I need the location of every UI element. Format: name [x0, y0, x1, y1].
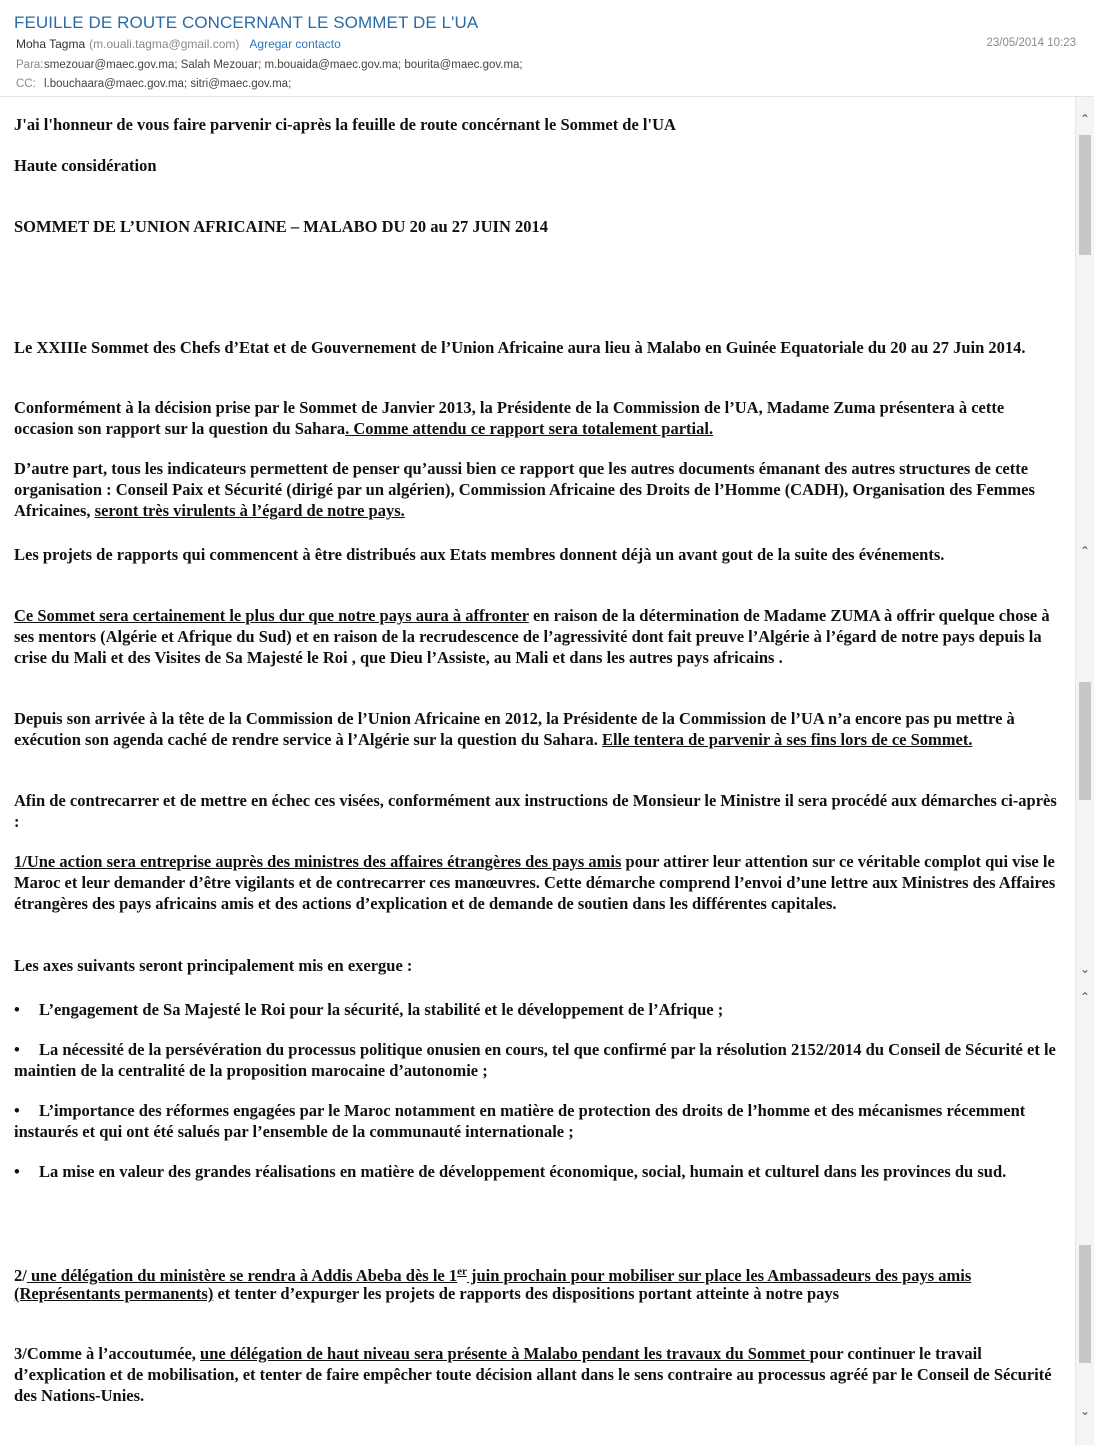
to-label: Para: [16, 59, 44, 71]
scroll-up-arrow-icon[interactable]: ⌃ [1079, 112, 1091, 126]
scroll-down-arrow-icon[interactable]: ⌄ [1079, 1404, 1091, 1418]
paragraph-1: Le XXIIIe Sommet des Chefs d’Etat et de Gouvernement de l’Union Africaine aura lieu à Malabo en Guinée Equatoriale du 20 au 27 Juin 2014. [14, 338, 1026, 357]
paragraph-3: D’autre part, tous les indicateurs permettent de penser qu’aussi bien ce rapport que les autres documents émanant des autres structures de cette organisation : Conseil Paix et Sécurité (dirigé par un algérien), Commission Africaine des Droits de l’Homme (CADH), Organisation des Femmes Africaines, seront très virulents à l’égard de notre pays. [14, 459, 1035, 520]
scroll-down-arrow-icon[interactable]: ⌄ [1079, 962, 1091, 976]
paragraph-9: Les axes suivants seront principalement mis en exergue : [14, 956, 413, 975]
bullet-item: • La nécessité de la persévération du processus politique onusien en cours, tel que confirmé par la résolution 2152/2014 du Conseil de Sécurité et le maintien de la centralité de la proposition marocaine d’autonomie ; [14, 1040, 1056, 1080]
cc-line [16, 78, 291, 90]
email-subject: FEUILLE DE ROUTE CONCERNANT LE SOMMET DE L'UA [14, 13, 479, 32]
scroll-up-arrow-icon[interactable]: ⌃ [1079, 544, 1091, 558]
cc-recipients[interactable]: l.bouchaara@maec.gov.ma; sitri@maec.gov.ma; [44, 78, 292, 90]
vertical-scrollbar[interactable] [1075, 97, 1094, 1445]
add-contact-link[interactable]: Agregar contacto [249, 37, 341, 51]
regards-paragraph: Haute considération [14, 156, 157, 175]
scroll-thumb[interactable] [1079, 682, 1091, 800]
email-body [0, 97, 1075, 1445]
document-title: SOMMET DE L’UNION AFRICAINE – MALABO DU 20 au 27 JUIN 2014 [14, 217, 549, 236]
to-recipients[interactable]: smezouar@maec.gov.ma; Salah Mezouar; m.bouaida@maec.gov.ma; bourita@maec.gov.ma; [44, 59, 523, 71]
paragraph-7: Afin de contrecarrer et de mettre en échec ces visées, conformément aux instructions de Monsieur le Ministre il sera procédé aux démarches ci-après : [14, 791, 1057, 831]
scroll-thumb[interactable] [1079, 135, 1091, 255]
intro-paragraph: J'ai l'honneur de vous faire parvenir ci-après la feuille de route concérnant le Sommet de l'UA [14, 115, 676, 134]
paragraph-6: Depuis son arrivée à la tête de la Commission de l’Union Africaine en 2012, la Présidente de la Commission de l’UA n’a encore pas pu mettre à exécution son agenda caché de rendre service à l’Algérie sur la question du Sahara. Elle tentera de parvenir à ses fins lors de ce Sommet. [14, 709, 1015, 749]
bullet-item: • La mise en valeur des grandes réalisations en matière de développement économique, social, humain et culturel dans les provinces du sud. [14, 1162, 1007, 1181]
paragraph-5: Ce Sommet sera certainement le plus dur que notre pays aura à affronter en raison de la détermination de Madame ZUMA à offrir quelque chose à ses mentors (Algérie et Afrique du Sud) et en raison de la recrudescence de l’agressivité dont fait preuve l’Algérie à l’égard de notre pays depuis la crise du Mali et des Visites de Sa Majesté le Roi , que Dieu l’Assiste, au Mali et dans les autres pays africains . [14, 606, 1050, 667]
scroll-thumb[interactable] [1079, 1245, 1091, 1363]
bullet-item: • L’importance des réformes engagées par le Maroc notamment en matière de protection des droits de l’homme et des mécanismes récemment instaurés et qui ont été salués par l’ensemble de la communauté internationale ; [14, 1101, 1026, 1141]
email-header [0, 0, 1094, 97]
paragraph-8: 1/Une action sera entreprise auprès des ministres des affaires étrangères des pays amis pour attirer leur attention sur ce véritable complot qui vise le Maroc et leur demander d’être vigilants et de contrecarrer ces manœuvres. Cette démarche comprend l’envoi d’une lettre aux Ministres des Affaires étrangères des pays africains amis et des actions d’explication et de demande de soutien dans les différentes capitales. [14, 852, 1056, 913]
email-date: 23/05/2014 10:23 [986, 37, 1076, 49]
sender-line [16, 37, 341, 51]
paragraph-10: 2/ une délégation du ministère se rendra à Addis Abeba dès le 1er juin prochain pour mobiliser sur place les Ambassadeurs des pays amis (Représentants permanents) et tenter d’expurger les projets de rapports des dispositions portant atteinte à notre pays [14, 1265, 972, 1303]
paragraph-11: 3/Comme à l’accoutumée, une délégation de haut niveau sera présente à Malabo pendant les travaux du Sommet pour continuer le travail d’explication et de mobilisation, et tenter de faire empêcher toute décision allant dans le sens contraire au processus agréé par le Conseil de Sécurité des Nations-Unies. [14, 1344, 1052, 1405]
paragraph-2: Conformément à la décision prise par le Sommet de Janvier 2013, la Présidente de la Commission de l’UA, Madame Zuma présentera à cette occasion son rapport sur la question du Sahara. Comme attendu ce rapport sera totalement partial. [14, 398, 1005, 438]
to-line [16, 59, 523, 71]
scroll-up-arrow-icon[interactable]: ⌃ [1079, 990, 1091, 1004]
sender-email: (m.ouali.tagma@gmail.com) [89, 37, 240, 51]
sender-name[interactable]: Moha Tagma [16, 37, 86, 51]
cc-label: CC: [16, 78, 36, 90]
bullet-item: • L’engagement de Sa Majesté le Roi pour la sécurité, la stabilité et le développement de l’Afrique ; [14, 1000, 724, 1019]
paragraph-4: Les projets de rapports qui commencent à être distribués aux Etats membres donnent déjà un avant gout de la suite des événements. [14, 545, 945, 564]
